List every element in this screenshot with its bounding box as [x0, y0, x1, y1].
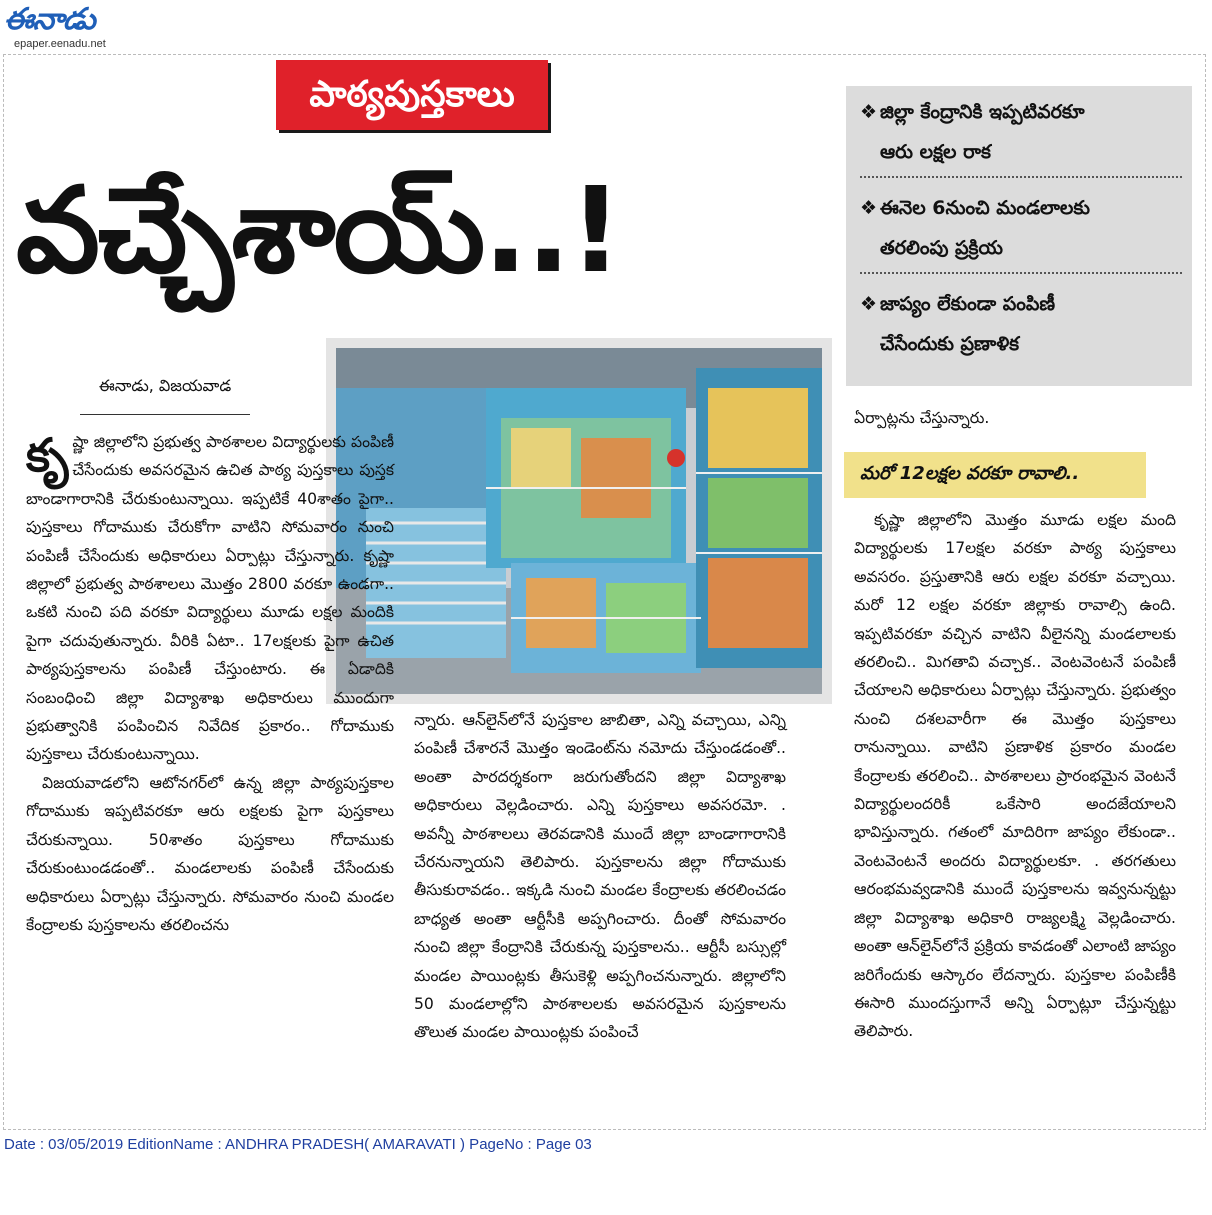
paragraph-text: విజయవాడలోని ఆటోనగర్‌లో ఉన్న జిల్లా పాఠ్యపుస్తకాల గోదాముకు ఇప్పటివరకూ ఆరు లక్షలకు పైగా పుస్తకాలు చేరుకున్నాయి. 50శాతం పుస్తకాలు గోదాముకు చేరుకుంటుండడంతో.. మండలాలకు పంపిణీ చేసేందుకు అధికారులు ఏర్పాట్లు చేస్తున్నారు. సోమవారం నుంచి మండల కేంద్రాలకు పుస్తకాలను తరలించను [26, 773, 394, 934]
continuation-text: ఏర్పాట్లను చేస్తున్నారు. [854, 409, 990, 427]
highlight-item [860, 92, 1182, 178]
byline: ఈనాడు, విజయవాడ [98, 376, 232, 395]
diamond-bullet-icon: ❖ [860, 197, 878, 219]
subheading: మరో 12లక్షల వరకూ రావాలి.. [860, 462, 1080, 484]
textbooks-photo [326, 338, 832, 704]
highlight-line: జాప్యం లేకుండా పంపిణీ [880, 293, 1056, 315]
highlights-box [846, 86, 1192, 386]
edition-dateline: Date : 03/05/2019 EditionName : ANDHRA PRADESH( AMARAVATI ) PageNo : Page 03 [4, 1136, 592, 1153]
paragraph [26, 769, 394, 939]
article-column-3 [854, 506, 1176, 1046]
eenadu-logo[interactable] [4, 2, 144, 38]
paragraph-text: ష్ణా జిల్లాలోని ప్రభుత్వ పాఠశాలల విద్యార్థులకు పంపిణీ చేసేందుకు అవసరమైన ఉచిత పాఠ్య పుస్తకాలు పుస్తక బాండాగారానికి చేరుకుంటున్నాయి. ఇప్పటికే 40శాతం పైగా.. పుస్తకాలు గోదాముకు చేరుకోగా వాటిని సోమవారం నుంచి పంపిణీ చేసేందుకు అధికారులు ఏర్పాట్లు చేస్తున్నారు. కృష్ణా జిల్లాలో ప్రభుత్వ పాఠశాలలు మొత్తం 2800 వరకూ ఉండగా.. ఒకటి నుంచి పది వరకూ విద్యార్థులు మూడు లక్షల మందికి పైగా చదువుతున్నారు. వీరికి ఏటా.. 17లక్షలకు పైగా ఉచిత పాఠ్యపుస్తకాలను పంపిణీ చేస్తుంటారు. ఈ ఏడాదికి సంబంధించి జిల్లా విద్యాశాఖ అధికారులు ముందుగా ప్రభుత్వానికి పంపించిన నివేదిక ప్రకారం.. గోదాముకు పుస్తకాలు చేరుకుంటున్నాయి. [26, 433, 394, 764]
highlight-item [860, 188, 1182, 274]
textbook-stacks-illustration [336, 348, 822, 694]
highlight-item [860, 284, 1182, 368]
paragraph [26, 428, 394, 769]
paragraph-text: కృష్ణా జిల్లాలోని మొత్తం మూడు లక్షల మంది విద్యార్థులకు 17లక్షల వరకూ పాఠ్య పుస్తకాలు అవసరం. ప్రస్తుతానికి ఆరు లక్షల వరకూ వచ్చాయి. మరో 12 లక్షల వరకూ జిల్లాకు రావాల్సి ఉంది. ఇప్పటివరకూ వచ్చిన వాటిని వీలైనన్ని మండలాలకు తరలించి.. మిగతావి వచ్చాక.. వెంటవెంటనే పంపిణీ చేయాలని అధికారులు ఏర్పాట్లు చేస్తున్నారు. ప్రభుత్వం నుంచి దశలవారీగా ఈ మొత్తం పుస్తకాలు రానున్నాయి. వాటిని ప్రణాళిక ప్రకారం మండల కేంద్రాలకు తరలించి.. పాఠశాలలు ప్రారంభమైన వెంటనే విద్యార్థులందరికీ ఒకేసారి అందజేయాలని భావిస్తున్నారు. గతంలో మాదిరిగా జాప్యం లేకుండా.. వెంటవెంటనే అందరు విద్యార్థులకూ. . తరగతులు ఆరంభమవ్వడానికి ముందే పుస్తకాలను ఇవ్వనున్నట్టు జిల్లా విద్యాశాఖ అధికారి రాజ్యలక్ష్మి వెల్లడించారు. అంతా ఆన్‌లైన్‌లోనే ప్రక్రియ కావడంతో ఎలాంటి జాప్యం జరిగేందుకు ఆస్కారం లేదన్నారు. పుస్తకాల పంపిణీకి ఈసారి ముందస్తుగానే అన్ని ఏర్పాట్లూ చేస్తున్నట్టు తెలిపారు. [854, 511, 1176, 1041]
kicker-text: పాఠ్యపుస్తకాలు [309, 74, 515, 115]
highlight-line: చేసేందుకు ప్రణాళిక [880, 333, 1020, 355]
brand-name: ఈనాడు [4, 2, 95, 37]
paragraph-text: న్నారు. ఆన్‌లైన్‌లోనే పుస్తకాల జాబితా, ఎన్ని వచ్చాయి, ఎన్ని పంపిణీ చేశారనే మొత్తం ఇండెంట్‌ను నమోదు చేస్తుండడంతో.. అంతా పారదర్శకంగా జరుగుతోందని జిల్లా విద్యాశాఖ అధికారులు వెల్లడించారు. ఎన్ని పుస్తకాలు అవసరమో. . అవన్నీ పాఠశాలలు తెరవడానికి ముందే జిల్లా బాండాగారానికి చేరనున్నాయని తెలిపారు. పుస్తకాలను జిల్లా గోదాముకు తీసుకురావడం.. ఇక్కడి నుంచి మండల కేంద్రాలకు తరలించడం బాధ్యత అంతా ఆర్టీసీకి అప్పగించారు. దీంతో సోమవారం నుంచి జిల్లా కేంద్రానికి చేరుకున్న పుస్తకాలను.. ఆర్టీసీ బస్సుల్లో మండల పాయింట్లకు తీసుకెళ్లి అప్పగించనున్నారు. జిల్లాలోని 50 మండలాల్లోని పాఠశాలలకు అవసరమైన పుస్తకాలను తొలుత మండల పాయింట్లకు పంపించే [414, 711, 786, 1042]
site-url: epaper.eenadu.net [14, 38, 106, 50]
subheading-box [844, 452, 1146, 498]
highlight-line: ఈనెల 6నుంచి మండలాలకు [880, 197, 1090, 219]
highlight-line: తరలింపు ప్రక్రియ [880, 237, 1003, 259]
byline-divider [80, 414, 250, 415]
diamond-bullet-icon: ❖ [860, 293, 878, 315]
headline: వచ్చేశాయ్‌..! [16, 161, 621, 299]
diamond-bullet-icon: ❖ [860, 101, 878, 123]
article-column-1 [26, 428, 394, 939]
kicker-label [276, 60, 548, 130]
highlight-line: జిల్లా కేంద్రానికి ఇప్పటివరకూ [880, 101, 1085, 123]
highlight-line: ఆరు లక్షల రాక [880, 141, 991, 163]
drop-cap: కృ [26, 428, 69, 482]
article-column-2 [414, 706, 786, 1047]
